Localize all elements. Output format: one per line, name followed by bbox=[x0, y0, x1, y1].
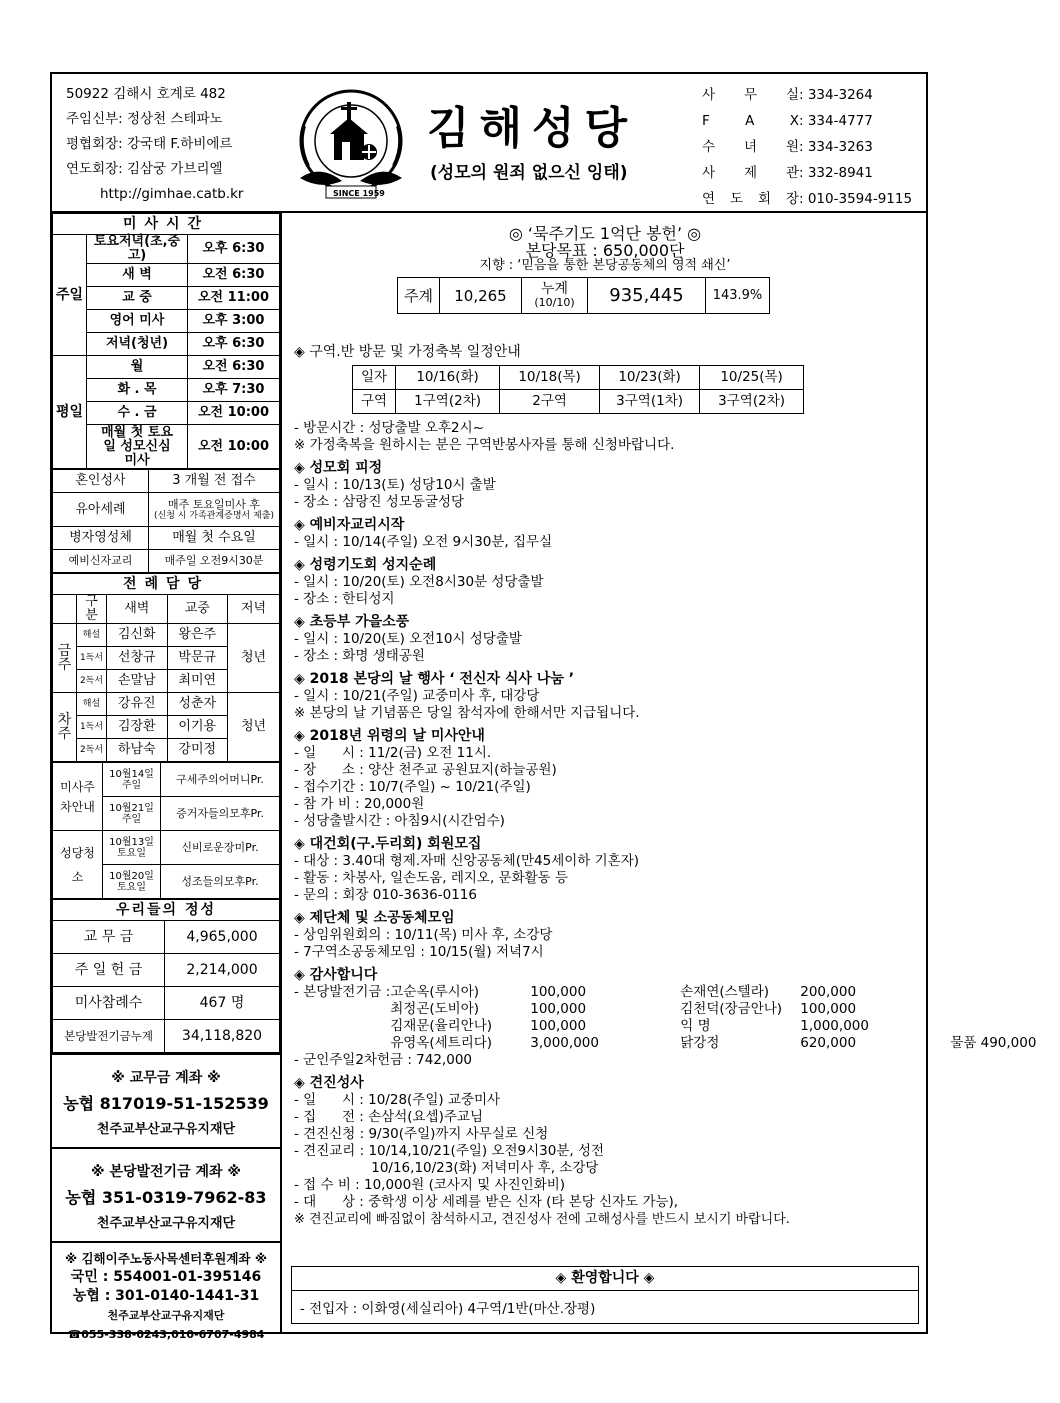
mass-time: 오전 11:00 bbox=[188, 287, 280, 310]
mass-name: 영어 미사 bbox=[87, 310, 188, 333]
rosary-total-date: (10/10) bbox=[534, 296, 575, 309]
ydo-president: 연도회장: 김삼궁 가브리엘 bbox=[66, 161, 223, 177]
section-item: - 활동 : 차봉사, 일손도움, 레지오, 문화활동 등 bbox=[294, 870, 569, 886]
this-week-label: 금주 bbox=[53, 624, 77, 693]
offering-label: 교 무 금 bbox=[53, 921, 165, 954]
building-fund-account bbox=[52, 1147, 280, 1241]
offering-value: 2,214,000 bbox=[165, 954, 280, 987]
parish-subtitle: (성모의 원죄 없으신 잉태) bbox=[430, 163, 628, 183]
section-item: - 일시 : 10/20(토) 오전10시 성당출발 bbox=[294, 631, 522, 647]
thanks-row: 고순옥(루시아) 100,000 손재연(스텔라) 200,000 bbox=[390, 984, 857, 1000]
mass-intention-table bbox=[52, 762, 280, 899]
confirmation-item: - 견진신청 : 9/30(주일)까지 사무실로 신청 bbox=[294, 1126, 549, 1142]
sacrament-name: 혼인성사 bbox=[53, 470, 149, 493]
sacrament-name: 유아세례 bbox=[53, 493, 149, 527]
section-title: ◈ 대건회(구.두리회) 회원모집 bbox=[294, 836, 482, 852]
liturgy-person: 성춘자 bbox=[167, 693, 228, 716]
mass-time: 오후 6:30 bbox=[188, 235, 280, 264]
liturgy-role: 1독서 bbox=[77, 647, 107, 670]
rosary-week-label: 주계 bbox=[398, 278, 440, 314]
contact-fax: F A X : 334-4777 bbox=[702, 113, 873, 129]
liturgy-header: 교중 bbox=[167, 595, 228, 624]
liturgy-person: 선창규 bbox=[107, 647, 168, 670]
offering-value: 4,965,000 bbox=[165, 921, 280, 954]
liturgy-person: 김신화 bbox=[107, 624, 168, 647]
sacrament-name: 예비신자교리 bbox=[53, 550, 149, 573]
offering-table bbox=[52, 899, 280, 1053]
thanks-row: 유영옥(세트리다) 3,000,000 닭강정 620,000 물품 490,000 bbox=[390, 1035, 1037, 1051]
cleaning-label: 성당청소 bbox=[53, 831, 103, 899]
visit-note: - 방문시간 : 성당출발 오후2시~ bbox=[294, 420, 484, 436]
visit-date-label: 일자 bbox=[353, 366, 396, 390]
section-item: - 장소 : 화명 생태공원 bbox=[294, 648, 425, 664]
mass-schedule-title: 미사시간 bbox=[53, 214, 280, 235]
liturgy-person: 손말남 bbox=[107, 670, 168, 693]
account-title: ※ 김해이주노동사목센터후원계좌 ※ bbox=[64, 1251, 268, 1266]
cleaning-praesidium: 신비로운장미Pr. bbox=[161, 831, 280, 865]
mass-name: 저녁(청년) bbox=[87, 333, 188, 356]
liturgy-person: 강유진 bbox=[107, 693, 168, 716]
sunday-label: 주일 bbox=[53, 235, 87, 356]
sacrament-value: 매주일 오전9시30분 bbox=[149, 550, 280, 573]
liturgy-header: 저녁 bbox=[228, 595, 280, 624]
mass-name: 수 . 금 bbox=[87, 402, 188, 425]
account-phone: ☎055-338-0243,010-6707-4984 bbox=[67, 1328, 265, 1341]
mass-time: 오전 6:30 bbox=[188, 264, 280, 287]
school-fee-account bbox=[52, 1053, 280, 1147]
parish-title: 김해성당 bbox=[427, 103, 638, 154]
section-title: ◈ 2018 본당의 날 행사 ‘ 전신자 식사 나눔 ’ bbox=[294, 671, 575, 687]
section-title: ◈ 성령기도회 성지순례 bbox=[294, 557, 437, 573]
cleaning-date: 10월20일 토요일 bbox=[103, 865, 161, 899]
bulletin-sheet bbox=[50, 72, 1037, 1341]
liturgy-role: 해설 bbox=[77, 624, 107, 647]
rosary-title: ◎ ‘묵주기도 1억단 봉헌’ ◎ bbox=[508, 224, 702, 243]
website-url[interactable]: http://gimhae.catb.kr bbox=[100, 186, 244, 202]
section-item: - 장소 : 삼랑진 성모동굴성당 bbox=[294, 494, 465, 510]
welcome-box bbox=[291, 1266, 919, 1324]
cleaning-date: 10월13일 토요일 bbox=[103, 831, 161, 865]
contact-office: 사 무 실 : 334-3264 bbox=[702, 87, 873, 103]
address: 50922 김해시 호계로 482 bbox=[66, 86, 226, 102]
mass-time: 오후 6:30 bbox=[188, 333, 280, 356]
right-column bbox=[284, 213, 1037, 1332]
confirmation-item: - 대 상 : 중학생 이상 세례를 받은 신자 (타 본당 신자도 가능), bbox=[294, 1194, 679, 1210]
parish-info bbox=[66, 82, 243, 207]
welcome-text: - 전입자 : 이화영(세실리아) 4구역/1반(마산.장평) bbox=[300, 1301, 596, 1317]
section-item: ※ 본당의 날 기념품은 당일 참석자에 한해서만 지급됩니다. bbox=[294, 705, 640, 721]
account-owner: 천주교부산교구유지재단 bbox=[96, 1122, 236, 1137]
confirmation-title: ◈ 견진성사 bbox=[294, 1075, 364, 1091]
liturgy-evening: 청년 bbox=[228, 693, 280, 762]
intention-praesidium: 증거자들의모후Pr. bbox=[161, 797, 280, 831]
rosary-week-value: 10,265 bbox=[439, 278, 521, 314]
liturgy-title: 전례담당 bbox=[53, 574, 280, 595]
mass-name: 매월 첫 토요일 성모신심미사 bbox=[87, 425, 188, 469]
intention-date: 10월21일 주일 bbox=[103, 797, 161, 831]
rosary-total-value: 935,445 bbox=[587, 278, 705, 314]
liturgy-header: 새벽 bbox=[107, 595, 168, 624]
rosary-intent: 지향 : ‘믿음을 통한 본당공동체의 영적 쇄신’ bbox=[479, 258, 731, 273]
intention-praesidium: 구세주의어머니Pr. bbox=[161, 763, 280, 797]
section-item: - 7구역소공동체모임 : 10/15(월) 저녁7시 bbox=[294, 944, 544, 960]
account-number: 국민 : 554001-01-395146 bbox=[70, 1269, 262, 1285]
liturgy-person: 최미연 bbox=[167, 670, 228, 693]
rosary-percent: 143.9% bbox=[705, 278, 769, 314]
thanks-row: 김재문(율리안나) 100,000 익 명 1,000,000 bbox=[390, 1018, 869, 1034]
contact-convent: 수 녀 원 : 334-3263 bbox=[702, 139, 873, 155]
bulletin-header bbox=[52, 74, 926, 213]
section-title: ◈ 2018년 위령의 날 미사안내 bbox=[294, 728, 485, 744]
liturgy-table bbox=[52, 573, 280, 762]
liturgy-role: 1독서 bbox=[77, 716, 107, 739]
section-title: ◈ 성모회 피정 bbox=[294, 460, 383, 476]
section-item: - 일시 : 10/21(주일) 교중미사 후, 대강당 bbox=[294, 688, 540, 704]
confirmation-item: - 집 전 : 손삼석(요셉)주교님 bbox=[294, 1109, 483, 1125]
next-week-label: 차주 bbox=[53, 693, 77, 762]
mass-time: 오후 7:30 bbox=[188, 379, 280, 402]
contact-list bbox=[702, 82, 912, 212]
mass-time: 오후 3:00 bbox=[188, 310, 280, 333]
visit-date: 10/25(목) bbox=[700, 366, 804, 390]
council-president: 평협회장: 강국태 F.하비에르 bbox=[66, 136, 233, 152]
weekday-label: 평일 bbox=[53, 356, 87, 469]
sacrament-table bbox=[52, 469, 280, 573]
seal-since: SINCE 1959 bbox=[333, 189, 385, 198]
sacrament-name: 병자영성체 bbox=[53, 527, 149, 550]
rosary-goal: 본당목표 : 650,000단 bbox=[525, 241, 685, 260]
visit-note: ※ 가정축복을 원하시는 분은 구역반봉사자를 통해 신청바랍니다. bbox=[294, 437, 675, 453]
visit-date: 10/16(화) bbox=[396, 366, 500, 390]
liturgy-person: 왕은주 bbox=[167, 624, 228, 647]
section-item: - 장 소 : 양산 천주교 공원묘지(하늘공원) bbox=[294, 762, 557, 778]
rosary-count-table bbox=[397, 277, 770, 314]
offering-label: 주 일 헌 금 bbox=[53, 954, 165, 987]
contact-ydo: 연 도 회 장 : 010-3594-9115 bbox=[702, 191, 913, 207]
thanks-title: ◈ 감사합니다 bbox=[294, 967, 378, 983]
visit-area-label: 구역 bbox=[353, 390, 396, 414]
section-item: - 장소 : 한티성지 bbox=[294, 591, 395, 607]
offering-value: 467 명 bbox=[165, 987, 280, 1020]
thanks-donors bbox=[390, 984, 1060, 1052]
section-title: ◈ 예비자교리시작 bbox=[294, 517, 405, 533]
sacrament-value: 3 개월 전 접수 bbox=[149, 470, 280, 493]
migrant-center-account bbox=[52, 1241, 280, 1345]
left-column bbox=[52, 213, 282, 1341]
account-owner: 천주교부산교구유지재단 bbox=[107, 1309, 225, 1322]
liturgy-person: 강미정 bbox=[167, 739, 228, 762]
visit-title: ◈ 구역.반 방문 및 가정축복 일정안내 bbox=[294, 344, 521, 360]
liturgy-person: 이기용 bbox=[167, 716, 228, 739]
offering-label: 본당발전기금누계 bbox=[53, 1020, 165, 1053]
visit-schedule-table bbox=[352, 365, 804, 414]
pastor: 주임신부: 정상천 스테파노 bbox=[66, 111, 223, 127]
section-item: - 일시 : 10/13(토) 성당10시 출발 bbox=[294, 477, 496, 493]
liturgy-person: 김장환 bbox=[107, 716, 168, 739]
visit-date: 10/23(화) bbox=[600, 366, 700, 390]
liturgy-role: 2독서 bbox=[77, 739, 107, 762]
sacrament-value: 매월 첫 수요일 bbox=[149, 527, 280, 550]
mass-time: 오전 10:00 bbox=[188, 402, 280, 425]
account-title: ※ 교무금 계좌 ※ bbox=[111, 1070, 221, 1086]
liturgy-role: 2독서 bbox=[77, 670, 107, 693]
account-owner: 천주교부산교구유지재단 bbox=[96, 1216, 236, 1231]
section-item: - 일시 : 10/20(토) 오전8시30분 성당출발 bbox=[294, 574, 544, 590]
confirmation-item: 10/16,10/23(화) 저녁미사 후, 소강당 bbox=[294, 1160, 599, 1176]
parish-seal-logo bbox=[290, 86, 412, 204]
mass-schedule-table bbox=[52, 213, 280, 469]
section-item: - 접수기간 : 10/7(주일) ~ 10/21(주일) bbox=[294, 779, 531, 795]
mass-name: 토요저녁(초,중고) bbox=[87, 235, 188, 264]
section-item: - 성당출발시간 : 아침9시(시간엄수) bbox=[294, 813, 505, 829]
account-number: 농협 351-0319-7962-83 bbox=[65, 1188, 267, 1207]
mass-name: 월 bbox=[87, 356, 188, 379]
mass-name: 새 벽 bbox=[87, 264, 188, 287]
section-title: ◈ 초등부 가을소풍 bbox=[294, 614, 410, 630]
confirmation-item: - 일 시 : 10/28(주일) 교중미사 bbox=[294, 1092, 501, 1108]
visit-area: 1구역(2차) bbox=[396, 390, 500, 414]
mass-name: 교 중 bbox=[87, 287, 188, 310]
visit-area: 2구역 bbox=[500, 390, 600, 414]
section-item: - 참 가 비 : 20,000원 bbox=[294, 796, 425, 812]
account-title: ※ 본당발전기금 계좌 ※ bbox=[90, 1164, 242, 1180]
account-number: 농협 817019-51-152539 bbox=[63, 1094, 269, 1113]
section-item: - 상임위원회의 : 10/11(목) 미사 후, 소강당 bbox=[294, 927, 553, 943]
liturgy-evening: 청년 bbox=[228, 624, 280, 693]
rosary-total-label: 누계 bbox=[540, 281, 569, 297]
section-item: - 일시 : 10/14(주일) 오전 9시30분, 집무실 bbox=[294, 534, 553, 550]
liturgy-role: 해설 bbox=[77, 693, 107, 716]
contact-rectory: 사 제 관 : 332-8941 bbox=[702, 165, 873, 181]
mass-time: 오전 6:30 bbox=[188, 356, 280, 379]
section-item: - 일 시 : 11/2(금) 오전 11시. bbox=[294, 745, 492, 761]
liturgy-person: 박문규 bbox=[167, 647, 228, 670]
confirmation-item: - 접 수 비 : 10,000원 (코사지 및 사진인화비) bbox=[294, 1177, 566, 1193]
offering-value: 34,118,820 bbox=[165, 1020, 280, 1053]
visit-area: 3구역(1차) bbox=[600, 390, 700, 414]
sacrament-note: (신청 시 가족관계증명서 제출) bbox=[154, 510, 274, 521]
offering-title: 우리들의 정성 bbox=[53, 900, 280, 921]
offering-label: 미사참례수 bbox=[53, 987, 165, 1020]
thanks-label: - 본당발전기금 : bbox=[294, 984, 391, 1000]
liturgy-header: 구분 bbox=[77, 595, 107, 624]
section-item: - 문의 : 회장 010-3636-0116 bbox=[294, 887, 477, 903]
section-title: ◈ 제단체 및 소공동체모임 bbox=[294, 910, 455, 926]
announcements bbox=[294, 344, 1037, 1228]
thanks-list bbox=[294, 984, 1037, 1052]
confirmation-item: ※ 견진교리에 빠짐없이 참석하시고, 견진성사 전에 고해성사를 반드시 보시기 바랍니다. bbox=[294, 1212, 790, 1227]
sacrament-value: 매주 토요일미사 후 bbox=[167, 497, 260, 511]
intention-date: 10월14일 주일 bbox=[103, 763, 161, 797]
liturgy-person: 하남숙 bbox=[107, 739, 168, 762]
section-item: - 대상 : 3.40대 형제.자매 신앙공동체(만45세이하 기혼자) bbox=[294, 853, 640, 869]
mass-time: 오전 10:00 bbox=[188, 425, 280, 469]
confirmation-item: - 견진교리 : 10/14,10/21(주일) 오전9시30분, 성전 bbox=[294, 1143, 605, 1159]
mass-name: 화 . 목 bbox=[87, 379, 188, 402]
thanks-row: 최정곤(도비아) 100,000 김천덕(장금안나) 100,000 bbox=[390, 1001, 857, 1017]
account-number: 농협 : 301-0140-1441-31 bbox=[72, 1288, 260, 1304]
mass-intention-label: 미사주차안내 bbox=[53, 763, 103, 831]
visit-area: 3구역(2차) bbox=[700, 390, 804, 414]
welcome-title: ◈ 환영합니다 ◈ bbox=[292, 1267, 918, 1291]
visit-date: 10/18(목) bbox=[500, 366, 600, 390]
thanks-extra: - 군인주일2차헌금 : 742,000 bbox=[294, 1052, 472, 1068]
cleaning-praesidium: 성조들의모후Pr. bbox=[161, 865, 280, 899]
